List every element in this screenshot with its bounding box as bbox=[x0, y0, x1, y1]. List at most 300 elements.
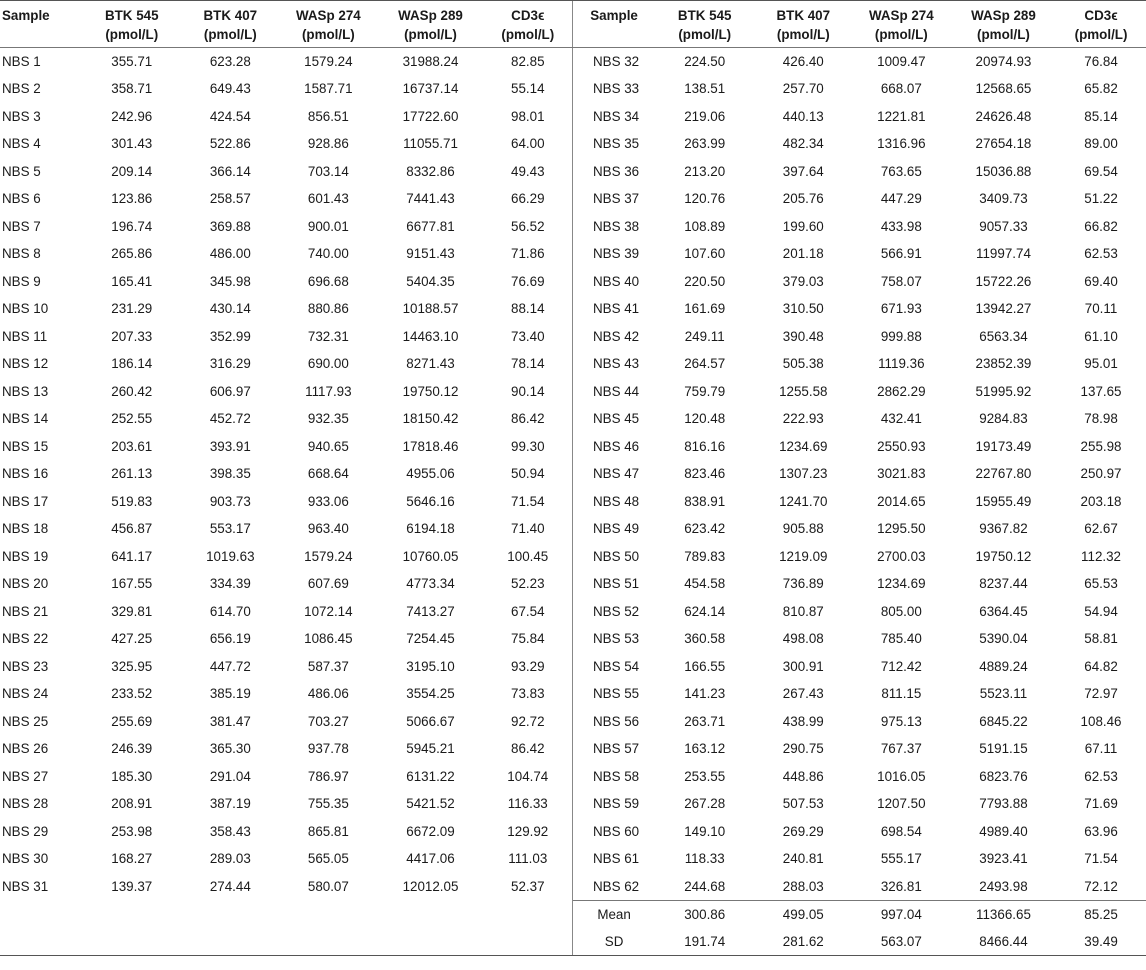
sample-cell: NBS 44 bbox=[573, 378, 655, 406]
value-cell: 703.14 bbox=[307, 163, 349, 179]
value-cell: 838.91 bbox=[684, 493, 726, 509]
value-cell: 810.87 bbox=[782, 603, 824, 619]
value-cell: 263.71 bbox=[684, 713, 726, 729]
value-cell: 355.71 bbox=[111, 54, 153, 69]
table-row bbox=[0, 625, 1146, 653]
table-row bbox=[0, 240, 1146, 268]
value-cell: 6845.22 bbox=[979, 713, 1028, 729]
table-row bbox=[0, 75, 1146, 103]
value-cell: 58.81 bbox=[1084, 631, 1118, 647]
sample-cell: NBS 42 bbox=[573, 323, 655, 351]
value-cell: 149.10 bbox=[684, 823, 726, 839]
value-cell: 381.47 bbox=[209, 713, 251, 729]
value-cell: 905.88 bbox=[782, 521, 824, 537]
value-cell: 72.12 bbox=[1084, 878, 1118, 894]
value-cell: 6672.09 bbox=[406, 823, 455, 839]
value-cell: 71.40 bbox=[511, 521, 545, 537]
sample-cell: NBS 12 bbox=[2, 356, 49, 372]
value-cell: 767.37 bbox=[880, 741, 922, 757]
value-cell: 397.64 bbox=[782, 163, 824, 179]
value-cell: 390.48 bbox=[782, 328, 824, 344]
table-header bbox=[0, 1, 1146, 48]
sample-cell: NBS 49 bbox=[573, 515, 655, 543]
value-cell: 71.69 bbox=[1084, 796, 1118, 812]
value-cell: 587.37 bbox=[307, 658, 349, 674]
value-cell: 999.88 bbox=[880, 328, 922, 344]
value-cell: 7413.27 bbox=[406, 603, 455, 619]
value-cell: 67.11 bbox=[1084, 741, 1118, 757]
value-cell: 427.25 bbox=[111, 631, 153, 647]
value-cell: 1219.09 bbox=[779, 548, 828, 564]
sample-cell: NBS 53 bbox=[573, 625, 655, 653]
value-cell: 52.37 bbox=[511, 878, 545, 894]
sample-cell: NBS 28 bbox=[2, 796, 49, 812]
value-cell: 139.37 bbox=[111, 878, 153, 894]
sample-cell: NBS 9 bbox=[2, 273, 41, 289]
sample-cell: NBS 6 bbox=[2, 191, 41, 207]
value-cell: 50.94 bbox=[511, 466, 545, 482]
stat-value: 281.62 bbox=[755, 928, 852, 956]
value-cell: 736.89 bbox=[782, 576, 824, 592]
sample-cell: NBS 52 bbox=[573, 598, 655, 626]
value-cell: 65.82 bbox=[1084, 81, 1118, 97]
sample-cell: NBS 58 bbox=[573, 763, 655, 791]
value-cell: 199.60 bbox=[782, 218, 824, 234]
value-cell: 93.29 bbox=[511, 658, 545, 674]
value-cell: 161.69 bbox=[684, 301, 726, 317]
value-cell: 71.54 bbox=[511, 493, 545, 509]
value-cell: 240.81 bbox=[782, 851, 824, 867]
value-cell: 5646.16 bbox=[406, 493, 455, 509]
value-cell: 4889.24 bbox=[979, 658, 1028, 674]
value-cell: 107.60 bbox=[684, 246, 726, 262]
value-cell: 358.71 bbox=[111, 81, 153, 97]
value-cell: 253.55 bbox=[684, 768, 726, 784]
value-cell: 430.14 bbox=[209, 301, 251, 317]
value-cell: 18150.42 bbox=[402, 411, 459, 427]
value-cell: 426.40 bbox=[782, 54, 824, 69]
value-cell: 366.14 bbox=[209, 163, 251, 179]
right-column-header bbox=[655, 1, 755, 48]
table-row bbox=[0, 158, 1146, 186]
value-cell: 16737.14 bbox=[402, 81, 459, 97]
value-cell: 250.97 bbox=[1080, 466, 1122, 482]
value-cell: 71.86 bbox=[511, 246, 545, 262]
value-cell: 15036.88 bbox=[975, 163, 1032, 179]
value-cell: 10188.57 bbox=[402, 301, 459, 317]
value-cell: 9284.83 bbox=[979, 411, 1028, 427]
sample-cell: NBS 35 bbox=[573, 130, 655, 158]
value-cell: 1016.05 bbox=[877, 768, 926, 784]
value-cell: 78.14 bbox=[511, 356, 545, 372]
stat-label: Mean bbox=[573, 900, 655, 928]
left-column-header bbox=[0, 1, 82, 48]
value-cell: 5191.15 bbox=[979, 741, 1028, 757]
empty-cell bbox=[483, 900, 573, 928]
value-cell: 62.67 bbox=[1084, 521, 1118, 537]
value-cell: 85.14 bbox=[1084, 108, 1118, 124]
value-cell: 963.40 bbox=[307, 521, 349, 537]
value-cell: 900.01 bbox=[307, 218, 349, 234]
left-column-header bbox=[182, 1, 279, 48]
sample-cell: NBS 48 bbox=[573, 488, 655, 516]
value-cell: 4417.06 bbox=[406, 851, 455, 867]
value-cell: 24626.48 bbox=[975, 108, 1032, 124]
stat-value: 191.74 bbox=[655, 928, 755, 956]
summary-row bbox=[0, 900, 1146, 928]
value-cell: 67.54 bbox=[511, 603, 545, 619]
value-cell: 289.03 bbox=[209, 851, 251, 867]
value-cell: 15722.26 bbox=[975, 273, 1032, 289]
sample-cell: NBS 45 bbox=[573, 405, 655, 433]
value-cell: 265.86 bbox=[111, 246, 153, 262]
table-body bbox=[0, 48, 1146, 901]
value-cell: 185.30 bbox=[111, 768, 153, 784]
value-cell: 805.00 bbox=[880, 603, 922, 619]
value-cell: 7793.88 bbox=[979, 796, 1028, 812]
value-cell: 703.27 bbox=[307, 713, 349, 729]
sample-cell: NBS 26 bbox=[2, 741, 49, 757]
value-cell: 163.12 bbox=[684, 741, 726, 757]
value-cell: 1234.69 bbox=[779, 438, 828, 454]
sample-cell: NBS 34 bbox=[573, 103, 655, 131]
value-cell: 1072.14 bbox=[304, 603, 353, 619]
value-cell: 712.42 bbox=[880, 658, 922, 674]
value-cell: 5421.52 bbox=[406, 796, 455, 812]
value-cell: 932.35 bbox=[307, 411, 349, 427]
value-cell: 72.97 bbox=[1084, 686, 1118, 702]
right-column-header bbox=[573, 1, 655, 48]
value-cell: 1086.45 bbox=[304, 631, 353, 647]
table-row bbox=[0, 488, 1146, 516]
value-cell: 816.16 bbox=[684, 438, 726, 454]
value-cell: 166.55 bbox=[684, 658, 726, 674]
value-cell: 698.54 bbox=[880, 823, 922, 839]
table-row bbox=[0, 543, 1146, 571]
value-cell: 123.86 bbox=[111, 191, 153, 207]
value-cell: 358.43 bbox=[209, 823, 251, 839]
value-cell: 5404.35 bbox=[406, 273, 455, 289]
value-cell: 755.35 bbox=[307, 796, 349, 812]
value-cell: 252.55 bbox=[111, 411, 153, 427]
value-cell: 601.43 bbox=[307, 191, 349, 207]
sample-cell: NBS 55 bbox=[573, 680, 655, 708]
value-cell: 55.14 bbox=[511, 81, 545, 97]
value-cell: 2493.98 bbox=[979, 878, 1028, 894]
value-cell: 17818.46 bbox=[402, 438, 459, 454]
stat-value: 499.05 bbox=[755, 900, 852, 928]
value-cell: 116.33 bbox=[507, 796, 548, 812]
right-column-header bbox=[755, 1, 852, 48]
sample-cell: NBS 21 bbox=[2, 603, 49, 619]
table-row bbox=[0, 433, 1146, 461]
value-cell: 233.52 bbox=[111, 686, 153, 702]
value-cell: 291.04 bbox=[209, 768, 251, 784]
value-cell: 19750.12 bbox=[402, 383, 459, 399]
sample-cell: NBS 40 bbox=[573, 268, 655, 296]
value-cell: 290.75 bbox=[782, 741, 824, 757]
value-cell: 141.23 bbox=[684, 686, 726, 702]
value-cell: 823.46 bbox=[684, 466, 726, 482]
empty-cell bbox=[378, 900, 483, 928]
value-cell: 264.57 bbox=[684, 356, 726, 372]
header-line1: BTK 545 bbox=[677, 8, 732, 23]
value-cell: 387.19 bbox=[209, 796, 251, 812]
sample-cell: NBS 24 bbox=[2, 686, 49, 702]
table-row bbox=[0, 845, 1146, 873]
header-unit: (pmol/L) bbox=[301, 27, 355, 42]
value-cell: 789.83 bbox=[684, 548, 726, 564]
value-cell: 269.29 bbox=[782, 823, 824, 839]
value-cell: 112.32 bbox=[1081, 548, 1122, 564]
empty-cell bbox=[279, 900, 378, 928]
value-cell: 8271.43 bbox=[406, 356, 455, 372]
value-cell: 937.78 bbox=[307, 741, 349, 757]
value-cell: 1579.24 bbox=[304, 54, 353, 69]
value-cell: 732.31 bbox=[307, 328, 349, 344]
table-summary bbox=[0, 900, 1146, 955]
value-cell: 20974.93 bbox=[975, 54, 1032, 69]
value-cell: 6677.81 bbox=[406, 218, 455, 234]
value-cell: 255.69 bbox=[111, 713, 153, 729]
value-cell: 300.91 bbox=[782, 658, 824, 674]
value-cell: 865.81 bbox=[307, 823, 349, 839]
header-line1: WASp 274 bbox=[868, 8, 934, 23]
value-cell: 260.42 bbox=[111, 383, 153, 399]
value-cell: 1255.58 bbox=[779, 383, 828, 399]
value-cell: 15955.49 bbox=[975, 493, 1032, 509]
value-cell: 440.13 bbox=[782, 108, 824, 124]
value-cell: 360.58 bbox=[684, 631, 726, 647]
table-row bbox=[0, 268, 1146, 296]
sample-cell: NBS 61 bbox=[573, 845, 655, 873]
value-cell: 49.43 bbox=[511, 163, 545, 179]
value-cell: 1579.24 bbox=[304, 548, 353, 564]
value-cell: 623.28 bbox=[209, 54, 251, 69]
table-row bbox=[0, 570, 1146, 598]
empty-cell bbox=[279, 928, 378, 956]
sample-cell: NBS 13 bbox=[2, 383, 49, 399]
value-cell: 22767.80 bbox=[975, 466, 1032, 482]
sample-cell: NBS 31 bbox=[2, 878, 49, 894]
left-column-header bbox=[378, 1, 483, 48]
value-cell: 129.92 bbox=[507, 823, 549, 839]
value-cell: 63.96 bbox=[1084, 823, 1118, 839]
value-cell: 2700.03 bbox=[877, 548, 926, 564]
header-line1: CD3ϵ bbox=[511, 8, 545, 23]
sample-cell: NBS 3 bbox=[2, 108, 41, 124]
value-cell: 811.15 bbox=[881, 686, 922, 702]
value-cell: 19750.12 bbox=[975, 548, 1032, 564]
value-cell: 424.54 bbox=[209, 108, 251, 124]
value-cell: 1295.50 bbox=[877, 521, 926, 537]
header-unit: (pmol/L) bbox=[977, 27, 1030, 42]
sample-cell: NBS 50 bbox=[573, 543, 655, 571]
value-cell: 486.00 bbox=[209, 246, 251, 262]
value-cell: 90.14 bbox=[511, 383, 545, 399]
stat-value: 39.49 bbox=[1056, 928, 1146, 956]
value-cell: 2550.93 bbox=[877, 438, 926, 454]
right-column-header bbox=[1056, 1, 1146, 48]
header-row bbox=[0, 1, 1146, 48]
value-cell: 267.28 bbox=[684, 796, 726, 812]
table-row bbox=[0, 185, 1146, 213]
value-cell: 111.03 bbox=[508, 851, 548, 867]
header-line1: BTK 407 bbox=[776, 8, 831, 23]
stat-value: 997.04 bbox=[852, 900, 951, 928]
value-cell: 522.86 bbox=[209, 136, 251, 152]
value-cell: 696.68 bbox=[307, 273, 349, 289]
value-cell: 5945.21 bbox=[406, 741, 455, 757]
table-row bbox=[0, 130, 1146, 158]
table-row bbox=[0, 735, 1146, 763]
value-cell: 6131.22 bbox=[406, 768, 455, 784]
value-cell: 4773.34 bbox=[406, 576, 455, 592]
value-cell: 224.50 bbox=[684, 54, 726, 69]
stat-value: 300.86 bbox=[655, 900, 755, 928]
header-line1: Sample bbox=[2, 8, 50, 23]
value-cell: 108.89 bbox=[684, 218, 726, 234]
value-cell: 6364.45 bbox=[979, 603, 1028, 619]
value-cell: 448.86 bbox=[782, 768, 824, 784]
value-cell: 519.83 bbox=[111, 493, 153, 509]
value-cell: 82.85 bbox=[511, 54, 545, 69]
empty-cell bbox=[0, 900, 82, 928]
value-cell: 10760.05 bbox=[402, 548, 459, 564]
value-cell: 329.81 bbox=[111, 603, 153, 619]
sample-cell: NBS 57 bbox=[573, 735, 655, 763]
value-cell: 263.99 bbox=[684, 136, 726, 152]
right-column-header bbox=[852, 1, 951, 48]
header-line1: BTK 407 bbox=[203, 8, 258, 23]
table-row bbox=[0, 515, 1146, 543]
value-cell: 51.22 bbox=[1084, 191, 1118, 207]
value-cell: 73.83 bbox=[511, 686, 545, 702]
value-cell: 255.98 bbox=[1080, 438, 1122, 454]
value-cell: 100.45 bbox=[507, 548, 549, 564]
value-cell: 486.06 bbox=[307, 686, 349, 702]
value-cell: 167.55 bbox=[111, 576, 153, 592]
table-row bbox=[0, 48, 1146, 76]
value-cell: 8332.86 bbox=[406, 163, 455, 179]
value-cell: 438.99 bbox=[782, 713, 824, 729]
value-cell: 454.58 bbox=[684, 576, 726, 592]
empty-cell bbox=[483, 928, 573, 956]
value-cell: 208.91 bbox=[111, 796, 153, 812]
sample-cell: NBS 16 bbox=[2, 466, 49, 482]
sample-cell: NBS 4 bbox=[2, 136, 41, 152]
header-line1: WASp 289 bbox=[971, 8, 1036, 23]
sample-cell: NBS 54 bbox=[573, 653, 655, 681]
empty-cell bbox=[0, 928, 82, 956]
table-row bbox=[0, 873, 1146, 901]
value-cell: 498.08 bbox=[782, 631, 824, 647]
value-cell: 385.19 bbox=[209, 686, 251, 702]
value-cell: 4955.06 bbox=[406, 466, 455, 482]
value-cell: 69.40 bbox=[1084, 273, 1118, 289]
table-row bbox=[0, 818, 1146, 846]
value-cell: 365.30 bbox=[209, 741, 251, 757]
value-cell: 213.20 bbox=[684, 163, 726, 179]
value-cell: 668.07 bbox=[880, 81, 922, 97]
value-cell: 95.01 bbox=[1084, 356, 1118, 372]
value-cell: 12568.65 bbox=[975, 81, 1032, 97]
sample-cell: NBS 38 bbox=[573, 213, 655, 241]
value-cell: 201.18 bbox=[782, 246, 824, 262]
value-cell: 76.69 bbox=[511, 273, 545, 289]
value-cell: 31988.24 bbox=[402, 54, 459, 69]
value-cell: 565.05 bbox=[307, 851, 349, 867]
value-cell: 88.14 bbox=[511, 301, 545, 317]
value-cell: 205.76 bbox=[782, 191, 824, 207]
sample-cell: NBS 17 bbox=[2, 493, 49, 509]
header-unit: (pmol/L) bbox=[874, 27, 928, 42]
value-cell: 120.76 bbox=[684, 191, 726, 207]
value-cell: 903.73 bbox=[209, 493, 251, 509]
value-cell: 393.91 bbox=[209, 438, 251, 454]
value-cell: 203.61 bbox=[111, 438, 153, 454]
left-column-header bbox=[483, 1, 573, 48]
value-cell: 165.41 bbox=[111, 273, 153, 289]
value-cell: 138.51 bbox=[684, 81, 726, 97]
value-cell: 274.44 bbox=[209, 878, 251, 894]
header-unit: (pmol/L) bbox=[501, 27, 555, 42]
sample-cell: NBS 60 bbox=[573, 818, 655, 846]
value-cell: 301.43 bbox=[111, 136, 153, 152]
header-unit: (pmol/L) bbox=[105, 27, 159, 42]
value-cell: 209.14 bbox=[111, 163, 153, 179]
sample-cell: NBS 15 bbox=[2, 438, 49, 454]
left-column-header bbox=[82, 1, 182, 48]
stat-value: 8466.44 bbox=[951, 928, 1056, 956]
value-cell: 242.96 bbox=[111, 108, 153, 124]
sample-cell: NBS 8 bbox=[2, 246, 41, 262]
value-cell: 345.98 bbox=[209, 273, 251, 289]
value-cell: 14463.10 bbox=[402, 328, 459, 344]
value-cell: 785.40 bbox=[880, 631, 922, 647]
value-cell: 452.72 bbox=[209, 411, 251, 427]
value-cell: 623.42 bbox=[684, 521, 726, 537]
sample-cell: NBS 41 bbox=[573, 295, 655, 323]
value-cell: 1221.81 bbox=[877, 108, 926, 124]
value-cell: 246.39 bbox=[111, 741, 153, 757]
table-row bbox=[0, 103, 1146, 131]
value-cell: 89.00 bbox=[1084, 136, 1118, 152]
stat-label: SD bbox=[573, 928, 655, 956]
value-cell: 352.99 bbox=[209, 328, 251, 344]
sample-cell: NBS 43 bbox=[573, 350, 655, 378]
value-cell: 1307.23 bbox=[779, 466, 828, 482]
value-cell: 1207.50 bbox=[877, 796, 926, 812]
value-cell: 86.42 bbox=[511, 411, 545, 427]
value-cell: 433.98 bbox=[880, 218, 922, 234]
value-cell: 624.14 bbox=[684, 603, 726, 619]
table-row bbox=[0, 350, 1146, 378]
sample-cell: NBS 20 bbox=[2, 576, 49, 592]
value-cell: 6194.18 bbox=[406, 521, 455, 537]
value-cell: 19173.49 bbox=[975, 438, 1032, 454]
sample-cell: NBS 51 bbox=[573, 570, 655, 598]
value-cell: 51995.92 bbox=[975, 383, 1032, 399]
value-cell: 104.74 bbox=[507, 768, 549, 784]
value-cell: 62.53 bbox=[1084, 768, 1118, 784]
value-cell: 580.07 bbox=[307, 878, 349, 894]
sample-cell: NBS 19 bbox=[2, 548, 49, 564]
value-cell: 656.19 bbox=[209, 631, 251, 647]
value-cell: 220.50 bbox=[684, 273, 726, 289]
header-line1: Sample bbox=[590, 8, 638, 23]
value-cell: 928.86 bbox=[307, 136, 349, 152]
